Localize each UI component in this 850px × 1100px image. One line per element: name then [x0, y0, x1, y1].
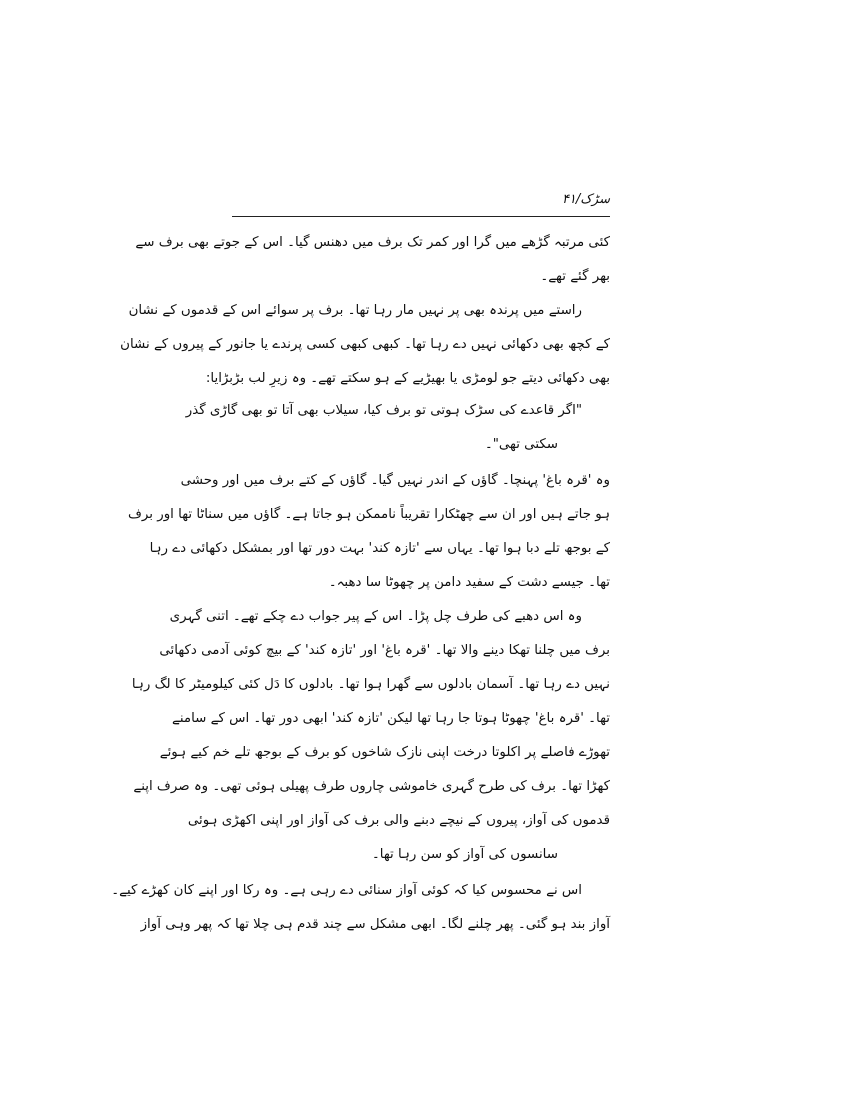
- text-line: تھوڑے فاصلے پر اکلوتا درخت اپنی نازک شاخوں کو برف کے بوجھ تلے خم کیے ہوئے: [159, 745, 610, 760]
- text-line: کئی مرتبہ گڑھے میں گرا اور کمر تک برف میں دھنس گیا۔ اس کے جوتے بھی برف سے: [135, 235, 610, 250]
- quotation-line: "اگر قاعدے کی سڑک ہوتی تو برف کیا، سیلاب بھی آتا تو بھی گاڑی گذر: [185, 403, 582, 418]
- text-line: ہو جاتے ہیں اور ان سے چھٹکارا تقریباً ناممکن ہو جاتا ہے۔ گاؤں میں سناٹا تھا اور برف: [127, 507, 610, 522]
- text-line: برف میں چلنا تھکا دینے والا تھا۔ 'قرہ باغ' اور 'تازہ کند' کے بیچ کوئی آدمی دکھائی: [159, 643, 610, 658]
- text-line: آواز بند ہو گئی۔ پھر چلنے لگا۔ ابھی مشکل سے چند قدم ہی چلا تھا کہ پھر وہی آواز: [140, 917, 610, 932]
- text-line: تھا۔ 'قرہ باغ' چھوٹا ہوتا جا رہا تھا لیکن 'تازہ کند' ابھی دور تھا۔ اس کے سامنے: [172, 711, 610, 726]
- text-line: کے بوجھ تلے دبا ہوا تھا۔ یہاں سے 'تازہ کند' بہت دور تھا اور بمشکل دکھائی دے رہا: [149, 541, 610, 556]
- page-header: [232, 188, 610, 216]
- text-line: بھی دکھائی دیتے جو لومڑی یا بھیڑیے کے ہو سکتے تھے۔ وہ زیرِ لب بڑبڑایا:: [205, 371, 610, 386]
- header-divider: [232, 216, 610, 217]
- text-line: سانسوں کی آواز کو سن رہا تھا۔: [371, 847, 558, 862]
- quotation-line: سکتی تھی"۔: [484, 437, 558, 452]
- paragraph-start-line: وہ 'قرہ باغ' پہنچا۔ گاؤں کے اندر نہیں گیا۔ گاؤں کے کتے برف میں اور وحشی: [180, 473, 610, 488]
- text-line: بھر گئے تھے۔: [540, 269, 610, 284]
- text-line: کھڑا تھا۔ برف کی طرح گہری خاموشی چاروں طرف پھیلی ہوئی تھی۔ وہ صرف اپنے: [133, 779, 610, 794]
- text-line: نہیں دے رہا تھا۔ آسمان بادلوں سے گھرا ہوا تھا۔ بادلوں کا دَل کئی کیلومیٹر کا لگ رہا: [131, 677, 610, 692]
- paragraph-start-line: اس نے محسوس کیا کہ کوئی آواز سنائی دے رہی ہے۔ وہ رکا اور اپنے کان کھڑے کیے۔: [111, 883, 582, 898]
- text-line: کے کچھ بھی دکھائی نہیں دے رہا تھا۔ کبھی کبھی کسی پرندے یا جانور کے پیروں کے نشان: [120, 337, 610, 352]
- text-line: تھا۔ جیسے دشت کے سفید دامن پر چھوٹا سا دھبہ۔: [328, 575, 610, 590]
- text-line: قدموں کی آواز، پیروں کے نیچے دبنے والی برف کی آواز اور اپنی اکھڑی ہوئی: [187, 813, 610, 828]
- page-number: سڑک/۴۱: [561, 192, 610, 207]
- paragraph-start-line: وہ اس دھبے کی طرف چل پڑا۔ اس کے پیر جواب دے چکے تھے۔ اتنی گہری: [169, 609, 582, 624]
- paragraph-start-line: راستے میں پرندہ بھی پر نہیں مار رہا تھا۔ برف پر سوائے اس کے قدموں کے نشان: [128, 303, 582, 318]
